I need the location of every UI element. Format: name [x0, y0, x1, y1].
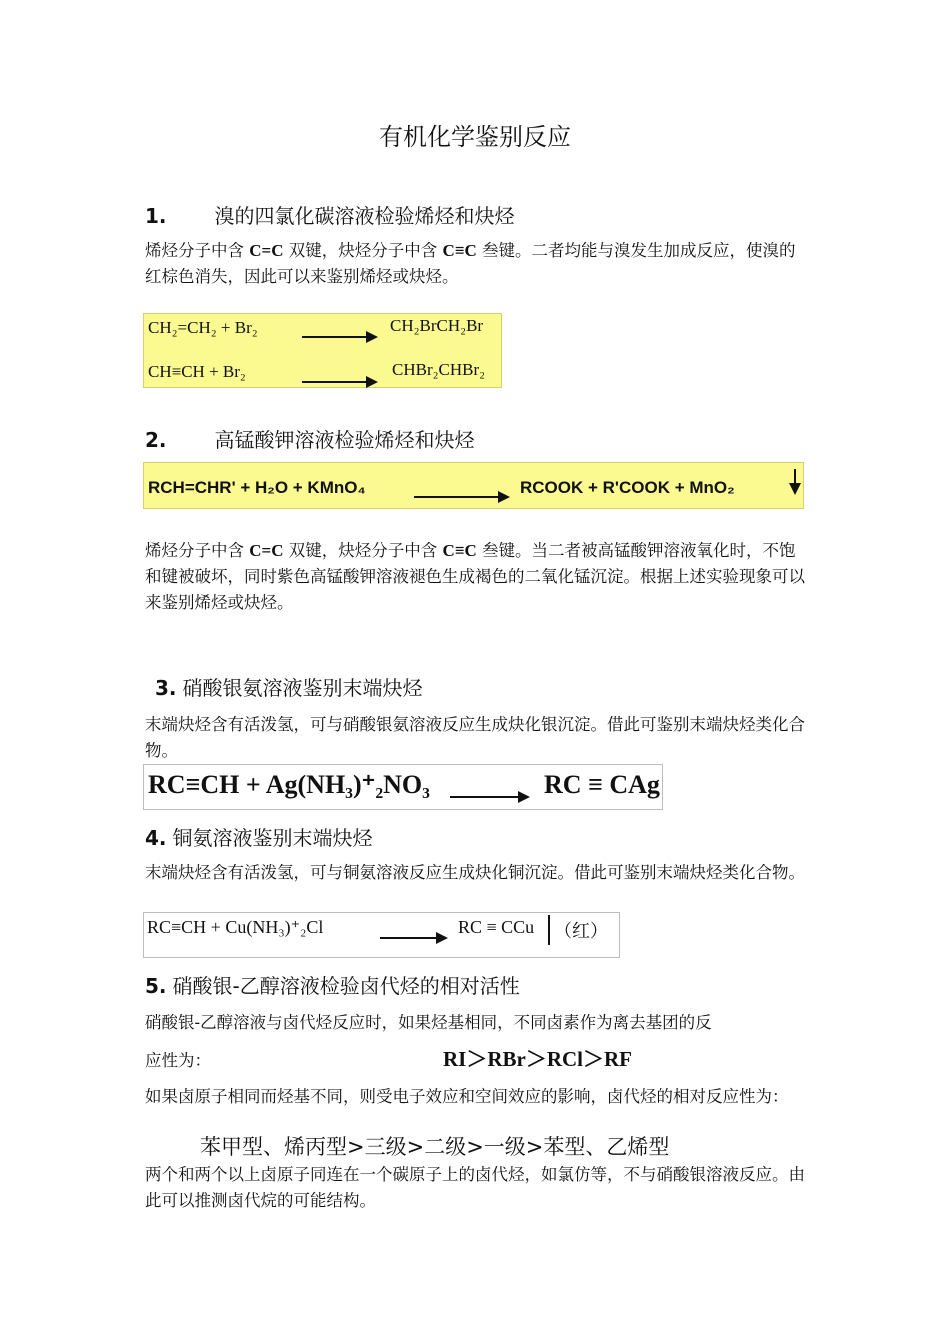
- equation-left: RCH=CHR' + H₂O + KMnO₄: [148, 478, 366, 497]
- section-number: 4.: [145, 826, 167, 850]
- section-4-heading: [145, 822, 373, 851]
- color-note: （红）: [554, 921, 608, 941]
- text: 叁键。当二者被高锰酸钾溶液氧化时，不饱和键被破坏，同时紫色高锰酸钾溶液褪色生成褐色的二氧化锰沉淀。根据上述实验现象可以来鉴别烯烃或炔烃。: [145, 541, 805, 612]
- section-5-paragraph-1: 硝酸银-乙醇溶液与卤代烃反应时，如果烃基相同，不同卤素作为离去基团的反: [145, 1013, 712, 1032]
- equation-box-silver: [143, 764, 663, 810]
- equation-left: RC≡CH + Cu(NH₃)⁺₂Cl: [147, 917, 324, 937]
- page-title: 有机化学鉴别反应: [379, 123, 571, 151]
- bond-formula: C=C: [249, 241, 284, 260]
- reaction-arrow: [302, 371, 376, 390]
- reaction-arrow: [302, 326, 376, 345]
- section-title: 硝酸银氨溶液鉴别末端炔烃: [182, 676, 423, 700]
- section-number: 2.: [145, 428, 167, 452]
- equation-box-bromine: [143, 313, 502, 388]
- equation-1-left: CH₂=CH₂ + Br₂: [148, 318, 258, 337]
- section-number: 3.: [155, 676, 177, 700]
- section-5-paragraph-3: 两个和两个以上卤原子同连在一个碳原子上的卤代烃，如氯仿等，不与硝酸银溶液反应。由此可以推测卤代烷的可能结构。: [145, 1165, 805, 1210]
- equation-box-copper: [143, 912, 620, 958]
- section-title: 硝酸银-乙醇溶液检验卤代烃的相对活性: [172, 974, 520, 998]
- reactivity-order-halogen: RI＞RBr＞RCl＞RF: [443, 1047, 632, 1071]
- equation-right: RC ≡ CCu: [458, 917, 535, 937]
- bond-formula: C≡C: [442, 241, 477, 260]
- text: 叁键。二者均能与溴发生加成反应，使溴的红棕色消失，因此可以来鉴别烯烃或炔烃。: [145, 241, 796, 286]
- section-5-heading: [145, 970, 520, 999]
- section-number: 5.: [145, 974, 167, 998]
- bond-formula: C=C: [249, 541, 284, 560]
- reaction-arrow: [380, 927, 446, 946]
- precipitate-arrow-icon: [794, 469, 796, 497]
- text: 烯烃分子中含: [145, 541, 250, 560]
- reaction-arrow: [450, 786, 528, 805]
- reactivity-order-alkyl: 苯甲型、烯丙型>三级>二级>一级>苯型、乙烯型: [200, 1135, 670, 1159]
- equation-left: RC≡CH + Ag(NH₃)⁺₂NO₃: [148, 770, 430, 799]
- section-title: 高锰酸钾溶液检验烯烃和炔烃: [214, 428, 475, 452]
- equation-right: RCOOK + R'COOK + MnO₂: [520, 478, 735, 497]
- section-title: 溴的四氯化碳溶液检验烯烃和炔烃: [214, 204, 515, 228]
- section-3-heading: [155, 672, 423, 701]
- section-5-paragraph-2: 如果卤原子相同而烃基不同，则受电子效应和空间效应的影响，卤代烃的相对反应性为：: [145, 1087, 789, 1106]
- section-4-paragraph: 末端炔烃含有活泼氢，可与铜氨溶液反应生成炔化铜沉淀。借此可鉴别末端炔烃类化合物。: [145, 863, 805, 882]
- equation-1-right: CH₂BrCH₂Br: [390, 316, 484, 335]
- section-1-heading: [145, 200, 515, 229]
- equation-2-left: CH≡CH + Br₂: [148, 362, 246, 381]
- section-1-paragraph: [145, 238, 810, 290]
- equation-box-permanganate: [143, 462, 804, 509]
- section-title: 铜氨溶液鉴别末端炔烃: [172, 826, 373, 850]
- text: 烯烃分子中含: [145, 241, 250, 260]
- section-2-heading: [145, 424, 475, 453]
- reaction-arrow: [414, 486, 508, 505]
- text: 双键，炔烃分子中含: [283, 241, 443, 260]
- section-number: 1.: [145, 204, 167, 228]
- section-2-paragraph: [145, 538, 810, 616]
- section-5-paragraph-1-tail: 应性为：: [145, 1051, 211, 1070]
- equation-2-right: CHBr₂CHBr₂: [392, 360, 486, 379]
- precipitate-bar-icon: [548, 915, 550, 945]
- equation-right: RC ≡ CAg: [544, 770, 660, 799]
- section-3-paragraph: 末端炔烃含有活泼氢，可与硝酸银氨溶液反应生成炔化银沉淀。借此可鉴别末端炔烃类化合物。: [145, 715, 805, 760]
- bond-formula: C≡C: [442, 541, 477, 560]
- text: 双键，炔烃分子中含: [283, 541, 443, 560]
